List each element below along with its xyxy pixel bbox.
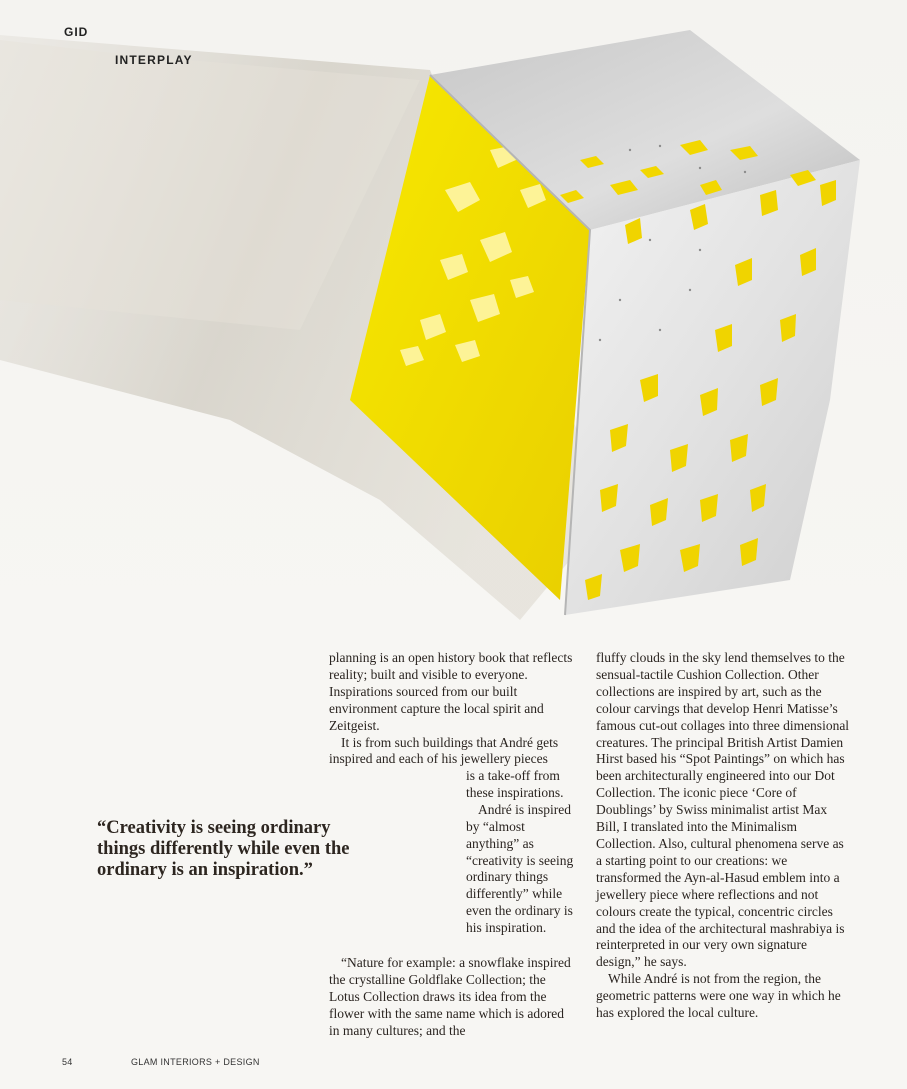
page-number: 54 bbox=[62, 1057, 73, 1067]
body-paragraph: is a take-off from these inspirations. bbox=[466, 768, 564, 800]
body-column-1-top bbox=[329, 650, 574, 768]
body-paragraph: André is inspired by “almost anything” as “creativity is seeing ordinary things differently” while even the ordinary is his inspiration. bbox=[466, 801, 574, 936]
pull-quote: “Creativity is seeing ordinary things differently while even the ordinary is an inspiration.” bbox=[97, 818, 350, 880]
body-column-1-narrow bbox=[466, 768, 581, 937]
body-paragraph: planning is an open history book that reflects reality; built and visible to everyone. Inspirations sourced from our built environment capture the local spirit and Zeitgeist. bbox=[329, 650, 573, 733]
body-paragraph: fluffy clouds in the sky lend themselves to the sensual-tactile Cushion Collection. Other collections are inspired by art, such as the colour carvings that develop Henri Matisse’s famous cut-out collages into three dimensional creatures. The principal British Artist Damien Hirst based his “Spot Paintings” on which has been architecturally engineered into our Dot Collection. The iconic piece ‘Core of Doublings’ by Swiss minimalist artist Max Bill, I translated into the Minimalism Collection. Also, cultural phenomena serve as a starting point to our creations: we transformed the Ayn-al-Hasud emblem into a jewellery piece where reflections and not colours create the typical, concentric circles and the idea of the architectural mashrabiya is reinterpreted in our very own signature design,” he says. bbox=[596, 650, 850, 970]
body-paragraph: It is from such buildings that André gets inspired and each of his jewellery pieces bbox=[329, 734, 559, 767]
magazine-name: GLAM INTERIORS + DESIGN bbox=[131, 1057, 260, 1067]
section-label: GID bbox=[64, 25, 89, 39]
body-column-1-bottom bbox=[329, 955, 574, 1040]
body-paragraph: While André is not from the region, the geometric patterns were one way in which he has explored the local culture. bbox=[596, 971, 841, 1021]
body-paragraph: “Nature for example: a snowflake inspired the crystalline Goldflake Collection; the Lotus Collection draws its idea from the flower with the same name which is adored in many cultures; and the bbox=[329, 955, 571, 1038]
body-column-2 bbox=[596, 650, 851, 1022]
column-label: INTERPLAY bbox=[115, 53, 193, 67]
